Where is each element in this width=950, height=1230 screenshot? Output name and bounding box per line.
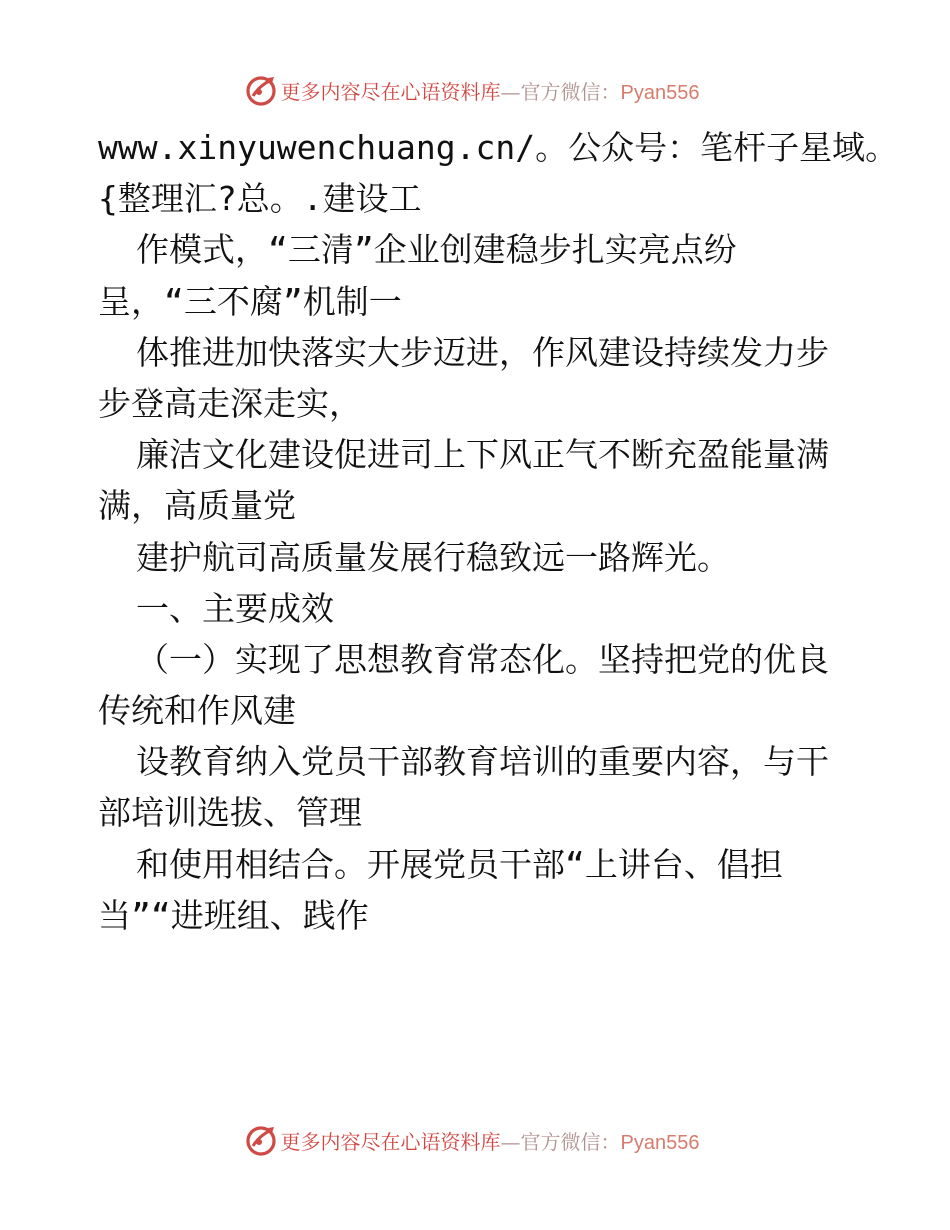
text-line: www.xinyuwenchuang.cn/。公众号：笔杆子星域。 (98, 128, 899, 167)
text-line: 部培训选拔、管理 (98, 793, 362, 833)
text-line: 作模式，“三清”企业创建稳步扎实亮点纷 (136, 230, 737, 270)
footer-banner-text (281, 1126, 700, 1155)
header-banner-text (281, 76, 700, 105)
text-line: {整理汇?总。.建设工 (98, 179, 422, 219)
footer-wechat-id: Pyan556 (620, 1131, 700, 1154)
footer-brand-name: 更多内容尽在心语资料库 (280, 1129, 501, 1154)
footer-separator: — (500, 1129, 521, 1154)
footer-banner-content (245, 1124, 700, 1156)
text-line: 体推进加快落实大步迈进，作风建设持续发力步 (136, 332, 829, 372)
brand-logo-icon (245, 74, 277, 106)
footer-banner (0, 1120, 950, 1160)
footer-wechat-label: 官方微信： (520, 1129, 621, 1154)
header-banner-content (245, 74, 700, 106)
text-line: （一）实现了思想教育常态化。坚持把党的优良 (136, 639, 829, 679)
document-body (98, 122, 899, 941)
text-line: 满，高质量党 (98, 486, 296, 526)
header-brand-name: 更多内容尽在心语资料库 (280, 79, 501, 104)
text-line: 设教育纳入党员干部教育培训的重要内容，与干 (136, 742, 829, 782)
text-line: 传统和作风建 (98, 691, 296, 731)
header-separator: — (500, 79, 521, 104)
header-banner (0, 70, 950, 110)
text-line: 建护航司高质量发展行稳致远一路辉光。 (136, 537, 730, 577)
brand-logo-icon (245, 1124, 277, 1156)
text-line: 廉洁文化建设促进司上下风正气不断充盈能量满 (136, 435, 829, 475)
header-wechat-id: Pyan556 (620, 81, 700, 104)
text-line: 和使用相结合。开展党员干部“上讲台、倡担 (136, 844, 783, 884)
text-line: 步登高走深走实， (98, 383, 362, 423)
text-line: 呈，“三不腐”机制一 (98, 281, 402, 321)
text-line: 一、主要成效 (136, 588, 334, 628)
header-wechat-label: 官方微信： (520, 79, 621, 104)
text-line: 当”“进班组、践作 (98, 895, 369, 935)
